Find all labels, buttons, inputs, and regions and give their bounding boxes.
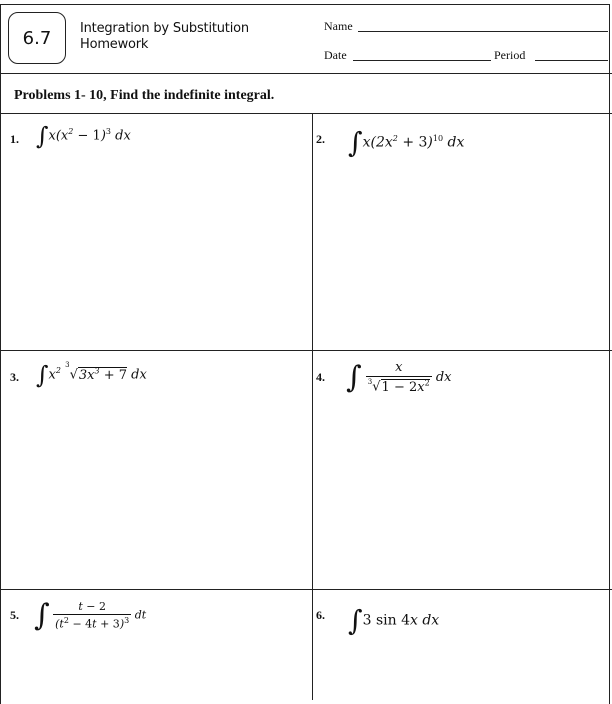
- problem-4-integral: ∫ $\frac{x}{^3√1 - 2x^2}$ dx: [346, 360, 452, 395]
- date-field-line[interactable]: [353, 60, 491, 61]
- problem-1-number: 1.: [10, 132, 19, 146]
- problem-2-number: 2.: [316, 132, 325, 146]
- problem-6-integral: ∫3 sin 4x dx: [348, 604, 440, 637]
- row-divider-2: [0, 589, 612, 590]
- column-divider: [312, 113, 313, 700]
- title-line-1: Integration by Substitution: [80, 21, 249, 36]
- name-field-line[interactable]: [358, 31, 608, 32]
- worksheet-title: [80, 21, 249, 53]
- header-divider: [0, 73, 612, 74]
- date-label: Date: [324, 48, 347, 62]
- name-label: Name: [324, 19, 353, 33]
- problem-2-integral: $\int x(2x^2 + 3)^{10}$ dx: [348, 126, 465, 159]
- problem-4-number: 4.: [316, 370, 325, 384]
- problem-1-integral: $\int x(x^2 - 1)^3$ dx: [36, 122, 131, 150]
- problem-3-integral: $\int x^2$ $^3√3x^3 + 7$ dx: [36, 361, 147, 389]
- problem-6-number: 6.: [316, 608, 325, 622]
- row-divider-1: [0, 350, 612, 351]
- problem-5-number: 5.: [10, 608, 19, 622]
- title-line-2: Homework: [80, 37, 149, 52]
- period-field-line[interactable]: [535, 60, 608, 61]
- section-number-box: [8, 12, 66, 64]
- problem-5-integral: ∫ $\frac{t - 2}{(t^2 - 4t + 3)^3}$ dt: [34, 598, 147, 633]
- instructions: Problems 1- 10, Find the indefinite integral.: [14, 88, 275, 103]
- instructions-divider: [0, 113, 612, 114]
- section-number: 6.7: [22, 27, 52, 49]
- problem-3-number: 3.: [10, 370, 19, 384]
- period-label: Period: [494, 48, 526, 62]
